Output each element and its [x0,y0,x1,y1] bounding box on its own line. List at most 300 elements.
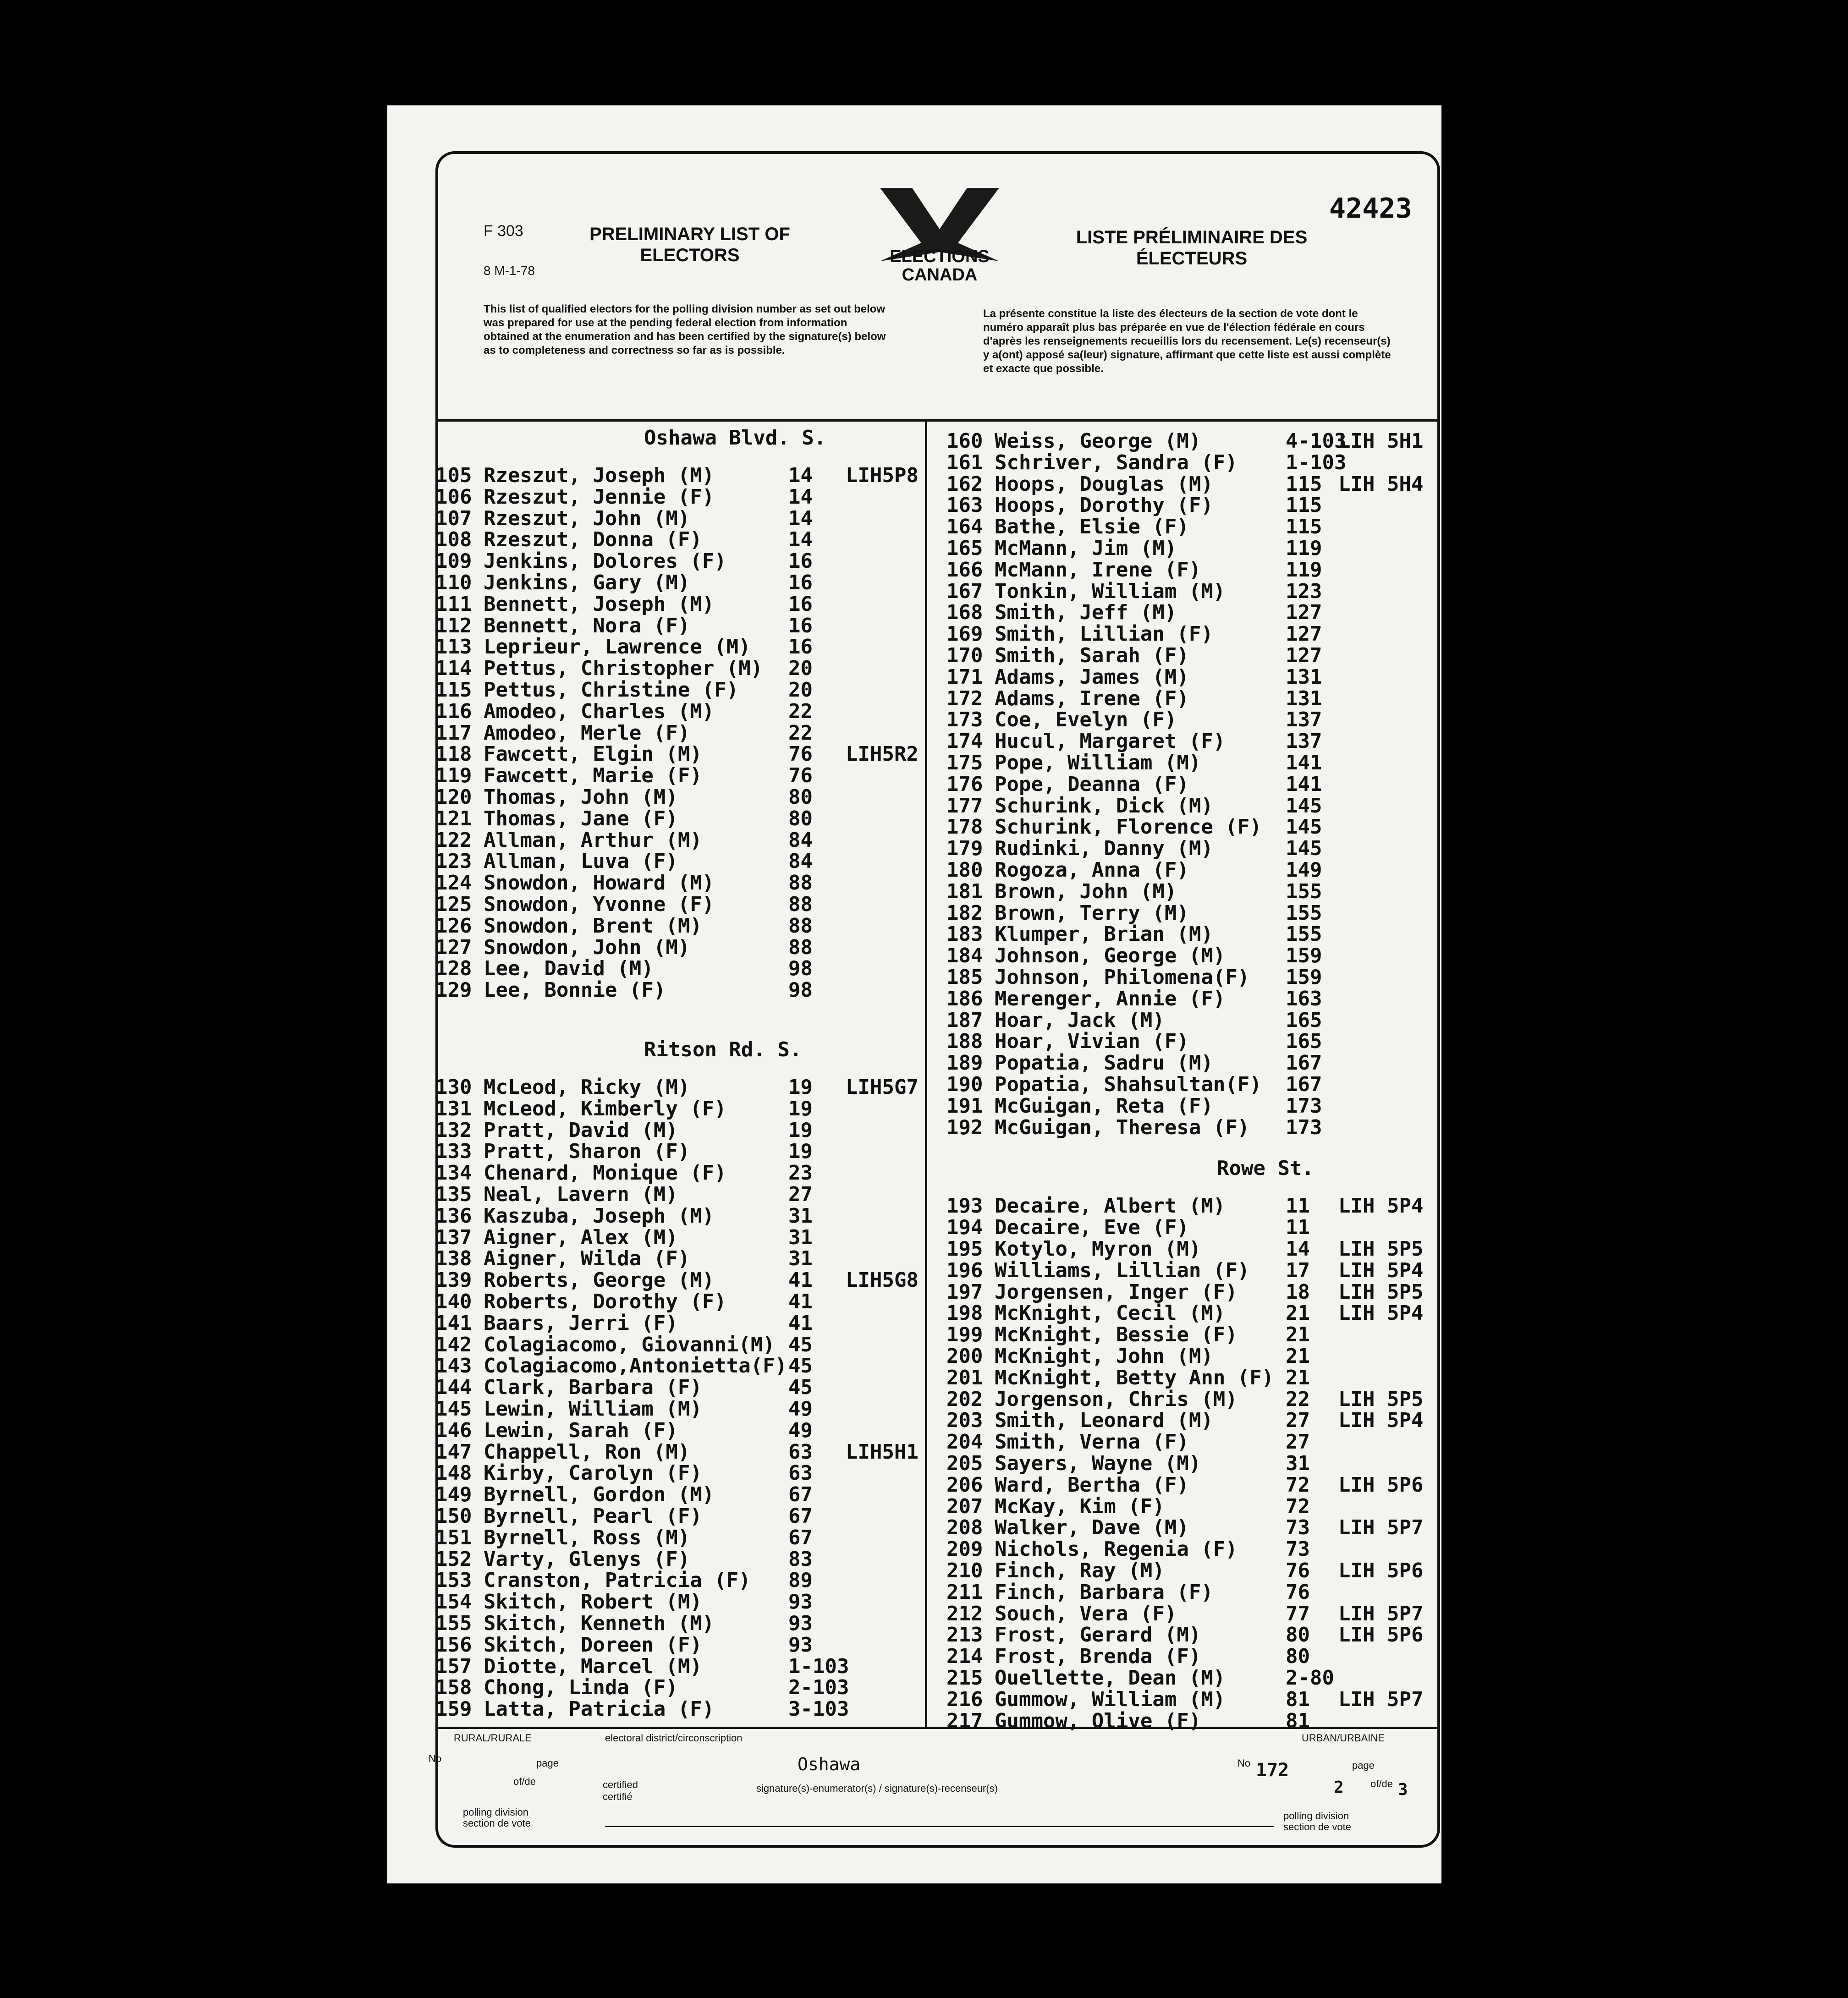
elector-address: 84 [788,850,813,873]
elector-address: 173 [1286,1115,1322,1139]
elector-row [928,1346,1435,1367]
elector-number: 195 [946,1237,983,1261]
elector-row [435,1163,924,1184]
elector-row [435,1420,924,1441]
elector-name: Lee, David (M) [484,957,654,981]
elector-number: 157 [435,1654,472,1678]
elector-number: 168 [946,601,983,625]
signature-label: signature(s)-enumerator(s) / signature(s)-recenseur(s) [756,1783,998,1794]
elector-address: 21 [1286,1345,1310,1368]
elector-row [435,744,924,765]
elector-row [928,1031,1435,1052]
elector-number: 132 [435,1118,472,1142]
elector-number: 192 [946,1115,983,1139]
elector-address: 27 [788,1183,813,1206]
elector-name: Pope, Deanna (F) [995,772,1189,796]
elector-row [928,1196,1435,1217]
left-elector-column [435,426,924,1723]
elector-row [435,1184,924,1205]
elector-address: 81 [1286,1709,1310,1733]
elector-name: Nichols, Regenia (F) [995,1537,1238,1561]
elector-name: Popatia, Shahsultan(F) [995,1073,1262,1096]
elector-name: Roberts, George (M) [484,1268,715,1292]
elector-row [435,572,924,593]
street-heading: Oshawa Blvd. S. [644,426,826,450]
elector-address: 16 [788,635,813,659]
elector-address: 145 [1286,794,1322,818]
elector-name: Chappell, Ron (M) [484,1440,690,1464]
elector-number: 140 [435,1290,472,1313]
elector-row [928,1389,1435,1410]
elector-address: 93 [788,1590,813,1614]
elector-row [435,1677,924,1698]
form-code: F 303 [484,222,523,240]
elector-number: 200 [946,1345,983,1368]
elector-number: 156 [435,1633,472,1657]
elector-row [435,830,924,851]
elector-name: Finch, Barbara (F) [995,1580,1213,1604]
elector-number: 115 [435,678,472,702]
elector-name: Walker, Dave (M) [995,1516,1189,1540]
elector-name: Popatia, Sadru (M) [995,1051,1213,1075]
rural-polling-label: polling division [463,1806,529,1818]
elector-row [928,516,1435,538]
elector-address: 27 [1286,1430,1310,1454]
elector-name: Clark, Barbara (F) [484,1376,702,1400]
elector-name: Adams, Irene (F) [995,686,1189,710]
elector-name: Smith, Sarah (F) [995,644,1189,667]
elector-address: 1-103 [1286,450,1347,474]
elector-name: Byrnell, Gordon (M) [484,1483,715,1507]
elector-number: 212 [946,1602,983,1625]
elector-number: 119 [435,764,472,788]
elector-address: 141 [1286,751,1322,774]
elector-row [435,1399,924,1420]
elector-number: 146 [435,1418,472,1442]
elector-row [435,1635,924,1656]
elector-name: Baars, Jerri (F) [484,1311,678,1335]
elector-number: 111 [435,592,472,616]
elector-name: Pratt, David (M) [484,1118,678,1142]
elector-number: 153 [435,1569,472,1592]
elector-address: 163 [1286,987,1322,1010]
elector-row [928,752,1435,774]
elector-address: 16 [788,571,813,594]
elector-row [928,1053,1435,1074]
elector-address: 127 [1286,622,1322,646]
elector-row [435,787,924,808]
urban-label: URBAN/URBAINE [1302,1732,1385,1744]
elector-address: 31 [1286,1452,1310,1475]
elector-row [928,452,1435,473]
column-divider [925,419,927,1728]
elector-address: 16 [788,592,813,616]
form-date: 8 M-1-78 [484,263,535,278]
elector-number: 141 [435,1311,472,1335]
elector-address: 167 [1286,1051,1322,1075]
elector-number: 201 [946,1366,983,1389]
elector-name: McMann, Irene (F) [995,558,1201,582]
elector-row [928,602,1435,623]
elector-number: 210 [946,1559,983,1582]
elector-name: Sayers, Wayne (M) [995,1452,1201,1475]
elector-address: 49 [788,1418,813,1442]
elector-row [435,1613,924,1634]
elector-address: 3-103 [788,1697,849,1721]
elector-row [928,1367,1435,1389]
elector-number: 206 [946,1473,983,1497]
elector-name: Aigner, Alex (M) [484,1225,678,1249]
elector-row [928,1560,1435,1581]
elector-address: 115 [1286,515,1322,539]
elector-number: 109 [435,549,472,573]
elector-name: Weiss, George (M) [995,429,1201,453]
elector-row [435,637,924,658]
elector-number: 179 [946,837,983,861]
elector-number: 165 [946,537,983,560]
elector-row [435,1570,924,1591]
elector-name: Chong, Linda (F) [484,1676,678,1700]
elector-row [435,615,924,637]
elector-row [435,1334,924,1356]
elector-address: 145 [1286,815,1322,839]
elector-row [928,1453,1435,1474]
elector-address: 119 [1286,537,1322,560]
elector-number: 159 [435,1697,472,1721]
elector-address: 80 [788,807,813,830]
elector-row [928,495,1435,516]
elector-number: 129 [435,978,472,1002]
certified-label: certified certifié [603,1779,638,1802]
elector-address: 45 [788,1354,813,1378]
elector-row [435,658,924,679]
postal-code: LIH 5P7 [1338,1687,1424,1711]
elector-number: 193 [946,1194,983,1218]
elector-number: 139 [435,1268,472,1292]
elector-row [435,958,924,979]
elector-row [435,680,924,701]
elector-row [435,529,924,550]
elector-number: 125 [435,893,472,916]
elector-name: Fawcett, Marie (F) [484,764,702,788]
elector-number: 167 [946,579,983,603]
intro-text-fr: La présente constitue la liste des électeurs de la section de vote dont le numéro apparaît plus bas préparée en vue de l'élection fédérale en cours d'après les renseignements recueillis lors du recensement. Le(s) recenseur(s) y a(ont) apposé sa(leur) signature, affirmant que cette liste est aussi complète et exacte que possible. [983,307,1391,375]
urban-polling-label-fr: section de vote [1283,1821,1351,1833]
elector-row [435,1077,924,1098]
elector-address: 22 [788,721,813,745]
elector-name: Allman, Arthur (M) [484,828,702,852]
elector-name: Lee, Bonnie (F) [484,978,666,1002]
elector-number: 166 [946,558,983,582]
elector-number: 110 [435,571,472,594]
elector-address: 137 [1286,730,1322,753]
elector-row [928,1096,1435,1117]
electoral-district-label: electoral district/circonscription [605,1732,742,1744]
elector-row [928,903,1435,924]
postal-code: LIH5P8 [846,464,918,487]
elector-row [435,1248,924,1269]
elector-name: McLeod, Kimberly (F) [484,1097,726,1120]
elector-number: 126 [435,914,472,938]
elector-address: 173 [1286,1094,1322,1118]
postal-code: LIH5R2 [846,742,918,766]
elector-address: 81 [1286,1687,1310,1711]
elector-address: 76 [1286,1580,1310,1604]
elector-address: 76 [788,764,813,788]
elector-number: 194 [946,1216,983,1240]
elector-address: 14 [788,464,813,487]
intro-text-en: This list of qualified electors for the polling division number as set out below was prepared for use at the pending federal election from information obtained at the enumeration and has been certified by the signature(s) below as to completeness and correctness so far as is possible. [484,303,886,357]
elector-name: Bathe, Elsie (F) [995,515,1189,539]
elector-address: 76 [1286,1559,1310,1582]
elector-number: 108 [435,528,472,552]
elector-address: 63 [788,1461,813,1485]
postal-code: LIH5G7 [846,1076,918,1099]
elector-number: 163 [946,494,983,517]
elector-number: 145 [435,1397,472,1421]
elector-row [928,1646,1435,1667]
document-number: 42423 [1329,192,1412,225]
elector-number: 205 [946,1452,983,1475]
elector-address: 17 [1286,1258,1310,1282]
elector-row [928,1496,1435,1517]
elector-row [928,538,1435,559]
elector-address: 80 [1286,1645,1310,1669]
elector-name: Skitch, Doreen (F) [484,1633,702,1657]
elector-number: 187 [946,1008,983,1032]
elector-name: Ouellette, Dean (M) [995,1666,1226,1690]
polling-division-number: 172 [1256,1760,1289,1781]
elector-address: 11 [1286,1194,1310,1218]
elector-row [435,916,924,937]
postal-code: LIH 5P6 [1338,1473,1424,1497]
elector-row [435,1506,924,1527]
elector-row [435,1206,924,1227]
elector-row [928,988,1435,1010]
elector-number: 215 [946,1666,983,1690]
elector-row [928,1517,1435,1538]
elector-number: 117 [435,721,472,745]
elector-address: 159 [1286,944,1322,968]
elector-number: 202 [946,1387,983,1411]
elector-address: 80 [788,785,813,809]
elector-name: McGuigan, Reta (F) [995,1094,1213,1118]
elector-address: 145 [1286,837,1322,861]
elector-address: 119 [1286,558,1322,582]
elector-address: 31 [788,1247,813,1271]
elector-row [928,1260,1435,1281]
elector-name: Rogoza, Anna (F) [995,858,1189,882]
elector-number: 135 [435,1183,472,1206]
street-heading: Ritson Rd. S. [644,1038,802,1061]
elector-number: 137 [435,1225,472,1249]
postal-code: LIH 5P5 [1338,1237,1424,1261]
elector-name: Rzeszut, John (M) [484,506,690,530]
elector-address: 73 [1286,1537,1310,1561]
elector-row [435,1699,924,1720]
elector-address: 67 [788,1483,813,1507]
elector-row [928,838,1435,859]
elector-number: 152 [435,1547,472,1571]
elections-canada-logo [871,183,1008,289]
elector-number: 136 [435,1204,472,1228]
elector-name: Chenard, Monique (F) [484,1161,726,1185]
elector-name: Cranston, Patricia (F) [484,1569,751,1592]
elector-row [928,1711,1435,1732]
elector-name: Smith, Leonard (M) [995,1409,1213,1433]
postal-code: LIH 5P6 [1338,1559,1424,1582]
elector-number: 185 [946,966,983,989]
elector-row [928,667,1435,688]
elector-address: 16 [788,614,813,637]
urban-page-label: page [1352,1760,1375,1771]
elector-name: Rzeszut, Joseph (M) [484,464,715,487]
elector-number: 170 [946,644,983,667]
elector-address: 76 [788,742,813,766]
elector-row [435,508,924,529]
elector-name: Roberts, Dorothy (F) [484,1290,726,1313]
elector-row [928,1582,1435,1603]
elector-row [435,980,924,1001]
elector-row [435,1313,924,1334]
elector-row [928,774,1435,795]
elector-name: Jorgensen, Inger (F) [995,1280,1238,1304]
rural-polling-label-fr: section de vote [463,1817,531,1829]
elector-name: Latta, Patricia (F) [484,1697,715,1721]
elector-address: 23 [788,1161,813,1185]
elector-address: 155 [1286,922,1322,946]
postal-code: LIH 5P4 [1338,1194,1424,1218]
elector-name: Williams, Lillian (F) [995,1258,1250,1282]
elector-number: 121 [435,807,472,830]
elector-name: McKnight, Cecil (M) [995,1301,1226,1325]
elector-name: Pratt, Sharon (F) [484,1140,690,1164]
elector-address: 21 [1286,1366,1310,1389]
elector-number: 169 [946,622,983,646]
elector-row [435,1356,924,1377]
elector-row [435,1377,924,1398]
elector-number: 164 [946,515,983,539]
elector-number: 178 [946,815,983,839]
elector-name: Lewin, Sarah (F) [484,1418,678,1442]
page-total: 3 [1398,1780,1408,1799]
elector-number: 127 [435,935,472,959]
elector-address: 45 [788,1333,813,1356]
elector-number: 162 [946,472,983,496]
signature-line [605,1826,1274,1827]
elector-name: Decaire, Eve (F) [995,1216,1189,1240]
elector-row [928,1475,1435,1496]
elector-address: 41 [788,1268,813,1292]
elector-number: 191 [946,1094,983,1118]
elector-row [435,701,924,722]
elector-number: 183 [946,922,983,946]
elector-row [928,1239,1435,1260]
postal-code: LIH 5H4 [1338,472,1424,496]
postal-code: LIH 5P5 [1338,1387,1424,1411]
elector-address: 16 [788,549,813,573]
elector-name: Bennett, Joseph (M) [484,592,715,616]
elector-number: 122 [435,828,472,852]
elector-number: 151 [435,1526,472,1549]
elector-number: 189 [946,1051,983,1075]
elector-name: Schurink, Dick (M) [995,794,1213,818]
postal-code: LIH 5P7 [1338,1516,1424,1540]
elector-row [435,1527,924,1548]
elector-number: 154 [435,1590,472,1614]
elector-address: 77 [1286,1602,1310,1625]
elector-name: Kaszuba, Joseph (M) [484,1204,715,1228]
elector-name: Gummow, William (M) [995,1687,1226,1711]
elector-name: Byrnell, Ross (M) [484,1526,690,1549]
elector-row [435,765,924,786]
elector-row [435,873,924,894]
elector-address: 19 [788,1076,813,1099]
elector-address: 84 [788,828,813,852]
elector-row [435,1442,924,1463]
elector-name: Snowdon, Howard (M) [484,871,715,895]
elector-address: 31 [788,1225,813,1249]
elector-number: 190 [946,1073,983,1096]
elector-address: 127 [1286,601,1322,625]
elector-row [928,1010,1435,1031]
title-en: PRELIMINARY LIST OF ELECTORS [589,224,790,265]
elector-name: Snowdon, Yvonne (F) [484,893,715,916]
urban-no-label: No [1238,1757,1251,1769]
elector-name: Thomas, Jane (F) [484,807,678,830]
elector-number: 213 [946,1623,983,1647]
postal-code: LIH 5P4 [1338,1258,1424,1282]
elector-number: 142 [435,1333,472,1356]
elector-number: 180 [946,858,983,882]
elector-row [928,945,1435,966]
elector-address: 20 [788,657,813,681]
title-fr: LISTE PRÉLIMINAIRE DES ÉLECTEURS [1076,227,1308,269]
elector-number: 134 [435,1161,472,1185]
elector-row [928,924,1435,945]
elector-row [435,723,924,744]
elector-name: Hoops, Dorothy (F) [995,494,1213,517]
elector-address: 98 [788,978,813,1002]
elector-row [435,1270,924,1291]
elector-row [928,860,1435,881]
elector-name: Thomas, John (M) [484,785,678,809]
elector-address: 93 [788,1612,813,1635]
elector-name: Schriver, Sandra (F) [995,450,1238,474]
elector-name: Aigner, Wilda (F) [484,1247,690,1271]
elector-row [435,1549,924,1570]
elector-address: 31 [788,1204,813,1228]
elector-number: 199 [946,1323,983,1347]
elector-number: 184 [946,944,983,968]
elector-address: 45 [788,1376,813,1400]
table-top-rule [435,419,1437,422]
postal-code: LIH 5H1 [1338,429,1424,453]
elector-name: Amodeo, Charles (M) [484,699,715,723]
elector-name: Neal, Lavern (M) [484,1183,678,1206]
elector-name: Souch, Vera (F) [995,1602,1177,1625]
rural-of-label: of/de [513,1776,536,1787]
urban-polling-label: polling division [1283,1810,1349,1822]
elector-row [928,1603,1435,1625]
elector-address: 14 [788,506,813,530]
elector-number: 148 [435,1461,472,1485]
elector-number: 216 [946,1687,983,1711]
elector-address: 88 [788,914,813,938]
elector-name: Skitch, Robert (M) [484,1590,702,1614]
elector-number: 158 [435,1676,472,1700]
elector-row [435,1141,924,1162]
